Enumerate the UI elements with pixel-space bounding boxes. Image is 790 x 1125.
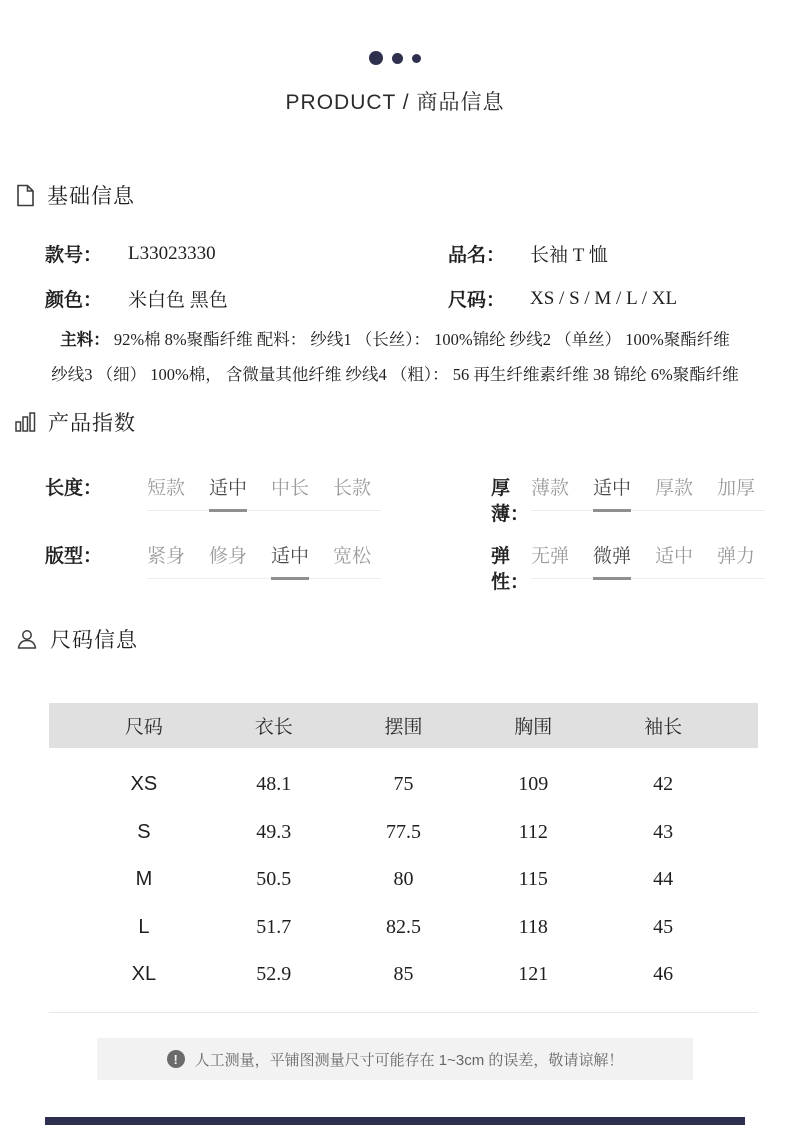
- column-header: 尺码: [124, 717, 163, 738]
- measure-cell: 82.5: [385, 915, 421, 938]
- section-title: 产品指数: [48, 412, 136, 435]
- column-header: 衣长: [254, 717, 293, 738]
- disclaimer-text: 人工测量，平铺图测量尺寸可能存在 1~3cm 的误差，敬请谅解！: [194, 1051, 624, 1069]
- field-label: 款号：: [45, 245, 103, 266]
- table-row: [49, 904, 758, 952]
- size-cell: XS: [130, 773, 158, 796]
- dot-icon: [369, 51, 383, 65]
- measure-cell: 80: [393, 868, 414, 891]
- field-label: 颜色：: [45, 290, 103, 311]
- index-option: 中长: [271, 478, 310, 499]
- index-option: 弹力: [717, 546, 756, 567]
- section-size-info-heading: [16, 624, 138, 654]
- index-options-thickness: [531, 470, 765, 511]
- measure-cell: 43: [653, 820, 674, 843]
- index-option: 短款: [147, 478, 186, 499]
- column-header: 袖长: [644, 717, 683, 738]
- table-row: [49, 761, 758, 809]
- measure-cell: 51.7: [256, 915, 292, 938]
- dot-icon: [392, 53, 403, 64]
- column-header: 摆围: [384, 717, 423, 738]
- index-label: 版型：: [45, 546, 103, 567]
- material-line-2: 纱线3 （细） 100%棉， 含微量其他纤维 纱线4 （粗）： 56 再生纤维素纤维 38 锦纶 6%聚酯纤维: [51, 365, 739, 384]
- material-label: 主料：: [60, 330, 110, 349]
- exclamation-icon: !: [167, 1050, 185, 1068]
- document-icon: [16, 184, 35, 207]
- section-title: 尺码信息: [50, 629, 138, 652]
- decorative-dots: [0, 51, 790, 65]
- index-option-selected: 适中: [271, 544, 309, 580]
- measure-cell: 118: [518, 915, 548, 938]
- measure-cell: 44: [653, 868, 674, 891]
- table-row: [49, 856, 758, 904]
- size-cell: L: [138, 915, 150, 938]
- measure-cell: 85: [393, 963, 414, 986]
- index-option-selected: 适中: [209, 476, 247, 512]
- index-option: 修身: [209, 546, 248, 567]
- bar-chart-icon: [14, 411, 36, 433]
- index-option-selected: 适中: [593, 476, 631, 512]
- index-option: 适中: [655, 546, 694, 567]
- section-basic-info-heading: [16, 180, 135, 210]
- size-cell: XL: [131, 963, 157, 986]
- index-option: 加厚: [717, 478, 756, 499]
- dot-icon: [412, 54, 421, 63]
- index-label: 长度：: [45, 478, 103, 499]
- column-header: 胸围: [514, 717, 553, 738]
- measure-cell: 112: [518, 820, 548, 843]
- measure-cell: 46: [653, 963, 674, 986]
- product-index-grid: [45, 470, 765, 606]
- user-icon: [16, 628, 38, 650]
- measurement-disclaimer: [97, 1038, 693, 1080]
- bottom-decorative-bar: [45, 1117, 745, 1125]
- index-option: 宽松: [333, 546, 372, 567]
- section-product-index-heading: [14, 407, 136, 437]
- measure-cell: 48.1: [256, 773, 292, 796]
- material-description: [0, 322, 790, 392]
- measure-cell: 115: [518, 868, 548, 891]
- basic-info-fields: [45, 231, 790, 321]
- index-option-selected: 微弹: [593, 544, 631, 580]
- measure-cell: 75: [393, 773, 414, 796]
- index-options-fit: [147, 538, 381, 579]
- measure-cell: 45: [653, 915, 674, 938]
- measure-cell: 49.3: [256, 820, 292, 843]
- index-options-elasticity: [531, 538, 765, 579]
- field-value: L33023330: [128, 242, 216, 264]
- index-option: 紧身: [147, 546, 186, 567]
- field-value: XS / S / M / L / XL: [530, 287, 678, 309]
- material-line-1: 主料： 92%棉 8%聚酯纤维 配料： 纱线1 （长丝）： 100%锦纶 纱线2 （单丝） 100%聚酯纤维: [60, 330, 730, 349]
- measure-cell: 42: [653, 773, 674, 796]
- table-row: [49, 809, 758, 857]
- index-option: 无弹: [531, 546, 570, 567]
- size-table-body: [49, 748, 758, 1012]
- measure-cell: 52.9: [256, 963, 292, 986]
- section-title: 基础信息: [47, 185, 135, 208]
- size-table: [49, 703, 758, 1013]
- measure-cell: 77.5: [385, 820, 421, 843]
- measure-cell: 109: [518, 773, 549, 796]
- measure-cell: 50.5: [256, 868, 292, 891]
- page-title: PRODUCT / 商品信息: [285, 91, 505, 114]
- table-row: [49, 951, 758, 999]
- index-label: 厚薄：: [491, 478, 530, 525]
- size-table-header: [49, 703, 758, 748]
- size-cell: M: [135, 868, 153, 891]
- index-options-length: [147, 470, 381, 511]
- index-label: 弹性：: [491, 546, 530, 593]
- field-label: 尺码：: [448, 290, 506, 311]
- index-option: 长款: [333, 478, 372, 499]
- index-option: 薄款: [531, 478, 570, 499]
- index-option: 厚款: [655, 478, 694, 499]
- measure-cell: 121: [518, 963, 549, 986]
- field-value: 长袖 T 恤: [530, 245, 608, 266]
- field-label: 品名：: [448, 245, 506, 266]
- size-cell: S: [137, 820, 151, 843]
- field-value: 米白色 黑色: [128, 290, 228, 311]
